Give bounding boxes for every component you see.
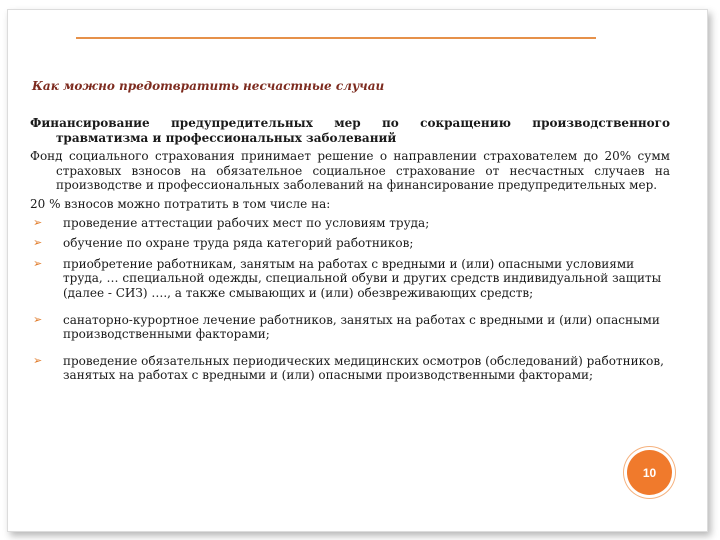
list-item-text: проведение аттестации рабочих мест по условиям труда; — [63, 215, 430, 230]
top-divider — [76, 37, 596, 39]
list-item — [30, 354, 670, 383]
arrowhead-bullet-icon: ➢ — [33, 312, 43, 326]
arrowhead-bullet-icon: ➢ — [33, 215, 43, 229]
arrowhead-bullet-icon: ➢ — [33, 353, 43, 367]
list-item — [30, 236, 670, 251]
list-item — [30, 313, 670, 342]
slide-heading: Как можно предотвратить несчастные случаи — [32, 79, 385, 93]
list-item — [30, 257, 670, 301]
list-item — [30, 216, 670, 231]
list-item-text: обучение по охране труда ряда категорий работников; — [63, 236, 414, 251]
section-title: Финансирование предупредительных мер по сокращению производственного травматизма и профессиональных заболеваний — [30, 116, 670, 145]
arrowhead-bullet-icon: ➢ — [33, 256, 43, 270]
page-number-badge — [627, 450, 672, 495]
intro-line: 20 % взносов можно потратить в том числе на: — [30, 196, 331, 211]
list-item-text: санаторно-курортное лечение работников, занятых на работах с вредными и (или) опасными производственными факторами; — [63, 312, 660, 342]
lead-paragraph: Фонд социального страхования принимает решение о направлении страхователем до 20% сумм страховых взносов на обязательное социальное страхование от несчастных случаев на производстве и профессиональных заболеваний на финансирование предупредительных мер. — [30, 149, 670, 193]
arrowhead-bullet-icon: ➢ — [33, 236, 43, 250]
measures-list — [30, 216, 670, 383]
list-item-text: проведение обязательных периодических медицинских осмотров (обследований) работников, занятых на работах с вредными и (или) опасными производственными факторами; — [63, 353, 664, 383]
page-number: 10 — [642, 465, 657, 480]
list-item-text: приобретение работникам, занятым на работах с вредными и (или) опасными условиями труда, … специальной одежды, специальной обуви и других средств индивидуальной защиты (далее - СИЗ) …., а также смывающих и (или) обезвреживающих средств; — [63, 256, 662, 300]
slide-body — [30, 116, 670, 389]
